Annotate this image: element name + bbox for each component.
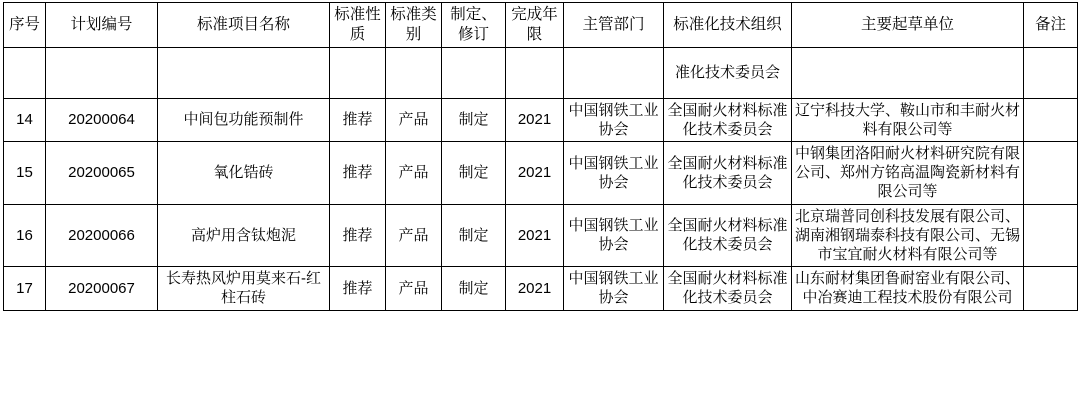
column-header-name: 标准项目名称 <box>158 3 330 48</box>
cell-year: 2021 <box>506 267 564 310</box>
standards-plan-table-page <box>0 2 1080 405</box>
cell-tech-org: 全国耐火材料标准化技术委员会 <box>664 204 792 267</box>
cell-name: 长寿热风炉用莫来石-红柱石砖 <box>158 267 330 310</box>
cell-plan-no: 20200064 <box>46 98 158 141</box>
cell-remark <box>1024 98 1078 141</box>
column-header-department: 主管部门 <box>564 3 664 48</box>
cell-category: 产品 <box>386 267 442 310</box>
cell-year: 2021 <box>506 142 564 205</box>
table-row <box>4 267 1078 310</box>
cell-remark <box>1024 267 1078 310</box>
cell-tech-org: 全国耐火材料标准化技术委员会 <box>664 142 792 205</box>
table-header <box>4 3 1078 48</box>
cell-category <box>386 47 442 98</box>
cell-category: 产品 <box>386 204 442 267</box>
table-row <box>4 142 1078 205</box>
column-header-plan-no: 计划编号 <box>46 3 158 48</box>
cell-department: 中国钢铁工业协会 <box>564 267 664 310</box>
cell-plan-no <box>46 47 158 98</box>
cell-nature <box>330 47 386 98</box>
column-header-revision: 制定、修订 <box>442 3 506 48</box>
cell-seq: 17 <box>4 267 46 310</box>
column-header-category: 标准类别 <box>386 3 442 48</box>
cell-name <box>158 47 330 98</box>
cell-category: 产品 <box>386 98 442 141</box>
cell-seq: 16 <box>4 204 46 267</box>
column-header-year: 完成年限 <box>506 3 564 48</box>
cell-nature: 推荐 <box>330 98 386 141</box>
column-header-remark: 备注 <box>1024 3 1078 48</box>
cell-drafters: 北京瑞普同创科技发展有限公司、湖南湘钢瑞泰科技有限公司、无锡市宝宜耐火材料有限公司等 <box>792 204 1024 267</box>
column-header-nature: 标准性质 <box>330 3 386 48</box>
cell-revision: 制定 <box>442 204 506 267</box>
cell-year: 2021 <box>506 98 564 141</box>
cell-category: 产品 <box>386 142 442 205</box>
cell-revision: 制定 <box>442 142 506 205</box>
cell-tech-org: 准化技术委员会 <box>664 47 792 98</box>
cell-revision <box>442 47 506 98</box>
cell-plan-no: 20200066 <box>46 204 158 267</box>
cell-nature: 推荐 <box>330 267 386 310</box>
table-header-row <box>4 3 1078 48</box>
cell-tech-org: 全国耐火材料标准化技术委员会 <box>664 98 792 141</box>
cell-plan-no: 20200065 <box>46 142 158 205</box>
cell-year <box>506 47 564 98</box>
cell-plan-no: 20200067 <box>46 267 158 310</box>
cell-revision: 制定 <box>442 267 506 310</box>
cell-tech-org: 全国耐火材料标准化技术委员会 <box>664 267 792 310</box>
cell-department <box>564 47 664 98</box>
cell-seq: 15 <box>4 142 46 205</box>
column-header-tech-org: 标准化技术组织 <box>664 3 792 48</box>
cell-revision: 制定 <box>442 98 506 141</box>
table-row <box>4 98 1078 141</box>
cell-nature: 推荐 <box>330 142 386 205</box>
column-header-seq: 序号 <box>4 3 46 48</box>
column-header-drafters: 主要起草单位 <box>792 3 1024 48</box>
cell-drafters: 辽宁科技大学、鞍山市和丰耐火材料有限公司等 <box>792 98 1024 141</box>
table-row <box>4 47 1078 98</box>
cell-year: 2021 <box>506 204 564 267</box>
cell-drafters: 山东耐材集团鲁耐窑业有限公司、中冶赛迪工程技术股份有限公司 <box>792 267 1024 310</box>
cell-name: 高炉用含钛炮泥 <box>158 204 330 267</box>
cell-remark <box>1024 142 1078 205</box>
cell-seq <box>4 47 46 98</box>
cell-remark <box>1024 204 1078 267</box>
cell-department: 中国钢铁工业协会 <box>564 142 664 205</box>
cell-department: 中国钢铁工业协会 <box>564 98 664 141</box>
cell-drafters: 中钢集团洛阳耐火材料研究院有限公司、郑州方铭高温陶瓷新材料有限公司等 <box>792 142 1024 205</box>
cell-nature: 推荐 <box>330 204 386 267</box>
cell-name: 中间包功能预制件 <box>158 98 330 141</box>
cell-department: 中国钢铁工业协会 <box>564 204 664 267</box>
cell-remark <box>1024 47 1078 98</box>
cell-name: 氧化锆砖 <box>158 142 330 205</box>
cell-seq: 14 <box>4 98 46 141</box>
cell-drafters <box>792 47 1024 98</box>
standards-plan-table <box>3 2 1078 311</box>
table-row <box>4 204 1078 267</box>
table-body <box>4 47 1078 310</box>
